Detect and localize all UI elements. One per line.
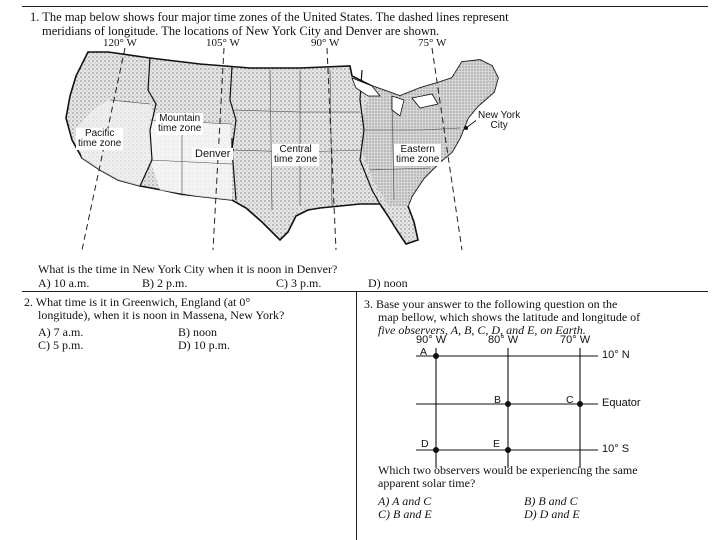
q2-choice-c[interactable]: C) 5 p.m. xyxy=(38,338,84,352)
q3-lat-equator: Equator xyxy=(602,397,641,409)
observer-b-label: B xyxy=(494,394,502,406)
eastern-zone-line2: time zone xyxy=(396,154,440,165)
q3-choice-c[interactable]: C) B and E xyxy=(378,507,432,521)
q2-choice-a[interactable]: A) 7 a.m. xyxy=(38,325,84,339)
observer-e-dot xyxy=(505,447,511,453)
q3-text-line1: 3. Base your answer to the following question on the xyxy=(364,297,618,311)
q3-lat-10s: 10° S xyxy=(602,443,630,455)
observer-c-dot xyxy=(577,401,583,407)
nyc-label-line2: City xyxy=(490,120,508,131)
eastern-zone-line1: Eastern xyxy=(400,144,435,155)
q1-choice-c[interactable]: C) 3 p.m. xyxy=(276,276,322,290)
q2-choice-b[interactable]: B) noon xyxy=(178,325,217,339)
q1-lon-90: 90° W xyxy=(311,37,340,49)
q2-text-line2: longitude), when it is noon in Massena, New York? xyxy=(38,308,285,322)
observer-d-dot xyxy=(433,447,439,453)
q3-lon-70: 70° W xyxy=(560,334,591,346)
q1-question: What is the time in New York City when it is noon in Denver? xyxy=(38,262,338,276)
q1-lon-105: 105° W xyxy=(206,37,240,49)
q1-choice-a[interactable]: A) 10 a.m. xyxy=(38,276,90,290)
q3-lon-90: 90° W xyxy=(416,334,447,346)
q1-choice-d[interactable]: D) noon xyxy=(368,276,408,290)
q3-lat-10n: 10° N xyxy=(602,349,630,361)
q2-text-line1: 2. What time is it in Greenwich, England (at 0° xyxy=(24,295,251,309)
q3-question-line1: Which two observers would be experiencing the same xyxy=(378,463,638,477)
q1-text-line1: 1. The map below shows four major time zones of the United States. The dashed lines represent xyxy=(30,10,509,24)
pacific-zone-line2: time zone xyxy=(78,138,122,149)
q3-question-line2: apparent solar time? xyxy=(378,476,476,490)
q3-lon-80: 80° W xyxy=(488,334,519,346)
q3-text-line2: map bellow, which shows the latitude and longitude of xyxy=(378,310,641,324)
observer-a-dot xyxy=(433,353,439,359)
mountain-zone-line1: Mountain xyxy=(159,113,201,124)
observer-b-dot xyxy=(505,401,511,407)
pacific-zone-line1: Pacific xyxy=(84,128,115,139)
q3-choice-a[interactable]: A) A and C xyxy=(378,494,432,508)
mountain-zone-line2: time zone xyxy=(158,123,202,134)
q1-choice-b[interactable]: B) 2 p.m. xyxy=(142,276,188,290)
q3-choice-b[interactable]: B) B and C xyxy=(524,494,578,508)
q3-choice-d[interactable]: D) D and E xyxy=(524,507,580,521)
q3-text-line3: five observers, A, B, C, D, and E, on Earth. xyxy=(378,323,586,337)
q1-lon-120: 120° W xyxy=(103,37,137,49)
nyc-label-line1: New York xyxy=(478,110,521,121)
q2-choice-d[interactable]: D) 10 p.m. xyxy=(178,338,230,352)
observer-a-label: A xyxy=(420,346,428,358)
observer-c-label: C xyxy=(566,394,574,406)
denver-label: Denver xyxy=(192,148,233,160)
central-zone-line1: Central xyxy=(279,144,312,155)
q1-text-line2: meridians of longitude. The locations of New York City and Denver are shown. xyxy=(42,24,440,38)
central-zone-line2: time zone xyxy=(274,154,318,165)
q1-lon-75: 75° W xyxy=(418,37,447,49)
observer-d-label: D xyxy=(421,438,429,450)
observer-e-label: E xyxy=(493,438,501,450)
